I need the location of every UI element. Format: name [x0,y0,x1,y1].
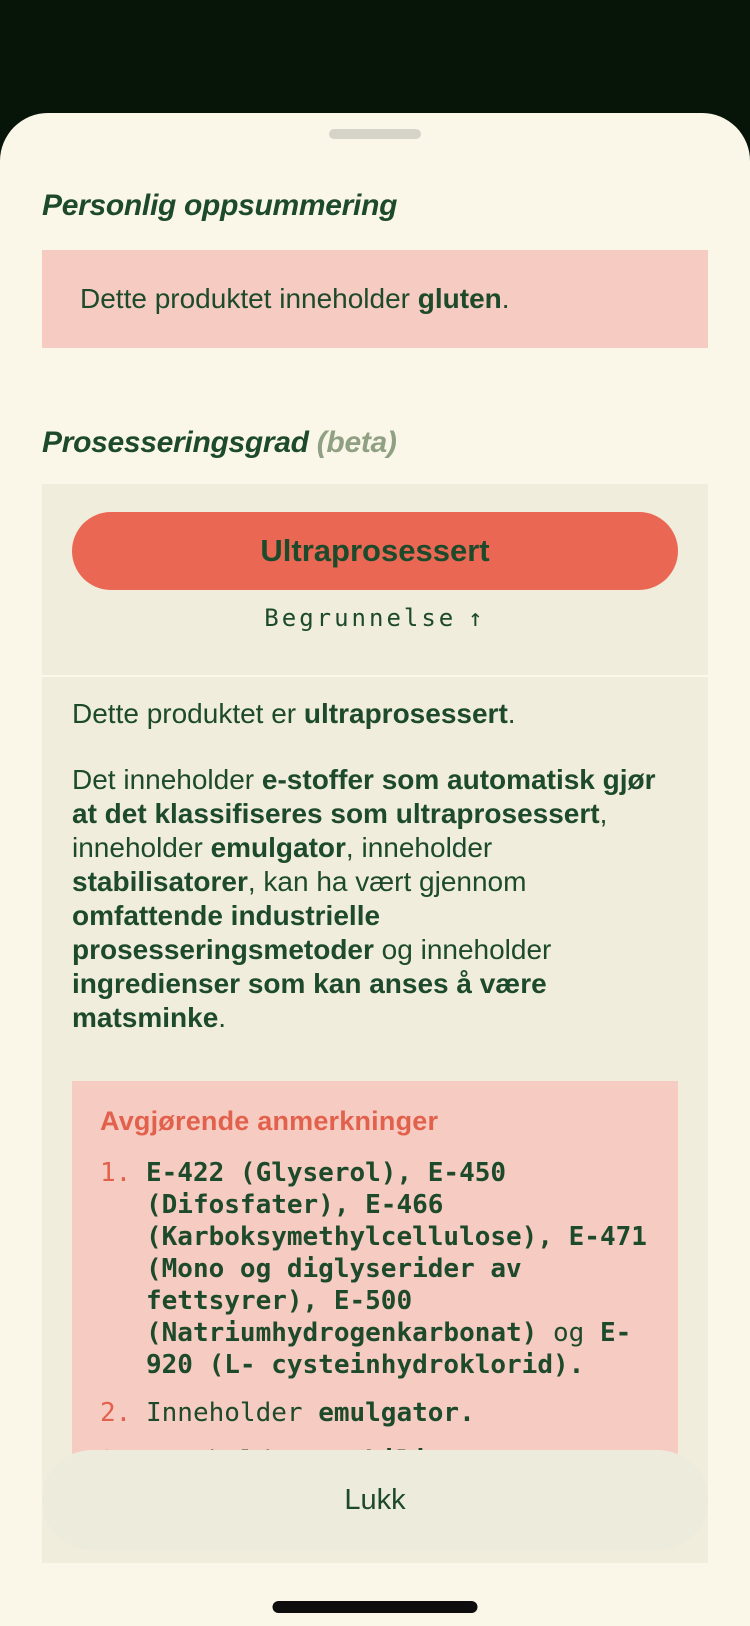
notes-item-2 [100,1397,650,1429]
notes-item-number: 2. [100,1398,132,1428]
modal-scroll-area[interactable] [0,129,750,1443]
processing-grade-heading-label: Prosesseringsgrad [42,426,309,459]
personal-summary-heading: Personlig oppsummering [42,189,398,222]
grade-statement: Dette produktet er ultraprosessert. [72,698,516,729]
notes-item-text: E-422 (Glyserol), E-450 (Difosfater), E-466 (Karboksymethylcellulose), E-471 (Mono og diglyserider av fettsyrer), E-500 (Natriumhydrogenkarbonat) og E-920 (L- cysteinhydroklorid). [146,1158,647,1380]
reason-toggle-button[interactable] [72,598,678,638]
bottom-sheet-modal [0,113,750,1626]
notes-item-1 [100,1157,650,1381]
grade-explanation: Det inneholder e-stoffer som automatisk gjør at det klassifiseres som ultraprosessert, inneholder emulgator, inneholder stabilisatorer, kan ha vært gjennom omfattende industrielle prosesseringsmetoder og inneholder ingredienser som kan anses å være matsminke. [72,764,656,1033]
processing-grade-card [42,484,708,1563]
drag-handle[interactable] [329,129,421,139]
beta-tag: (beta) [316,426,397,459]
processing-grade-heading [42,425,708,461]
notes-item-text: Inneholder emulgator. [146,1398,475,1428]
close-button[interactable]: Lukk [42,1450,708,1550]
grade-pill-ultraprocessed[interactable]: Ultraprosessert [72,512,678,590]
modal-footer [0,1427,750,1626]
divider [42,675,708,677]
arrow-up-icon: ↑ [468,604,486,632]
modal-backdrop[interactable] [0,0,750,113]
notes-item-number: 1. [100,1158,132,1188]
allergen-alert-text: Dette produktet inneholder gluten. [80,283,510,314]
notes-heading: Avgjørende anmerkninger [100,1106,439,1136]
home-indicator[interactable] [273,1601,478,1613]
allergen-alert-box [42,250,708,348]
reason-toggle-label: Begrunnelse [264,604,457,632]
